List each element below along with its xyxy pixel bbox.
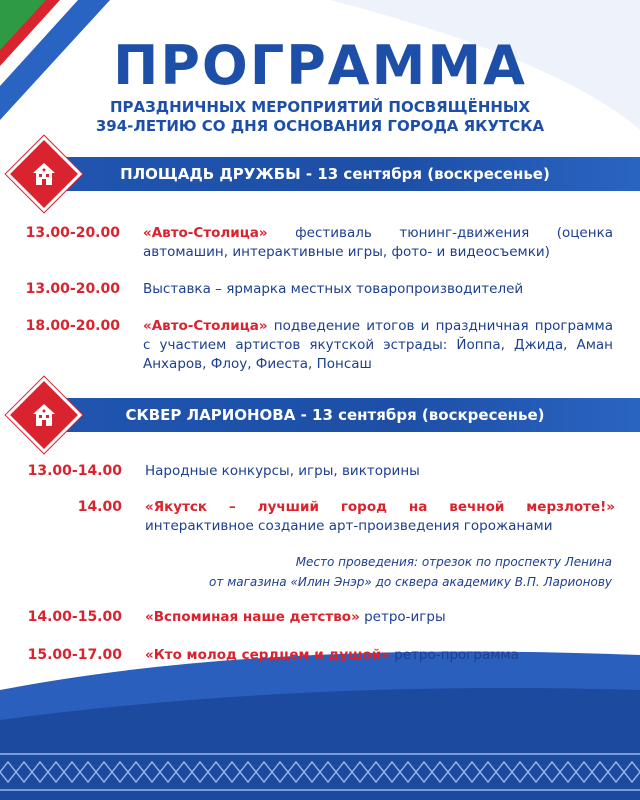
event-time: 14.00-15.00 bbox=[27, 609, 122, 625]
house-icon bbox=[29, 159, 59, 189]
event-time: 13.00-20.00 bbox=[25, 225, 120, 241]
section-title-2: СКВЕР ЛАРИОНОВА - 13 сентября (воскресенье) bbox=[125, 406, 545, 424]
event-text: подведение итогов и праздничная программа с участием артистов якутской эстрады: Йоппа, Джида, Аман Анхаров, Флоу, Фиеста, Понсаш bbox=[143, 318, 613, 372]
event-time: 13.00-14.00 bbox=[27, 463, 122, 479]
event-time: 14.00 bbox=[77, 499, 122, 515]
event-highlight: «Авто-Столица» bbox=[143, 318, 268, 334]
page-subtitle bbox=[0, 98, 640, 136]
section-banner-1 bbox=[30, 157, 640, 191]
section-title-1: ПЛОЩАДЬ ДРУЖБЫ - 13 сентября (воскресенье) bbox=[120, 165, 550, 183]
event-highlight: «Кто молод сердцем и душой» bbox=[145, 647, 390, 663]
event-text: ретро-программа bbox=[389, 647, 519, 663]
event-time: 13.00-20.00 bbox=[25, 281, 120, 297]
event-description bbox=[143, 224, 613, 262]
section-banner-2 bbox=[30, 398, 640, 432]
event-description bbox=[143, 317, 613, 374]
event-description bbox=[145, 462, 615, 481]
event-description bbox=[143, 280, 613, 299]
event-text: Выставка – ярмарка местных товаропроизводителей bbox=[143, 281, 524, 297]
page-title: ПРОГРАММА bbox=[113, 34, 527, 97]
event-time: 18.00-20.00 bbox=[25, 318, 120, 334]
event-description bbox=[145, 646, 615, 665]
event-highlight: «Вспоминая наше детство» bbox=[145, 609, 360, 625]
event-highlight: «Якутск – лучший город на вечной мерзлоте!» bbox=[145, 499, 615, 515]
event-description bbox=[145, 498, 615, 536]
venue-line-2: от магазина «Илин Энэр» до сквера академику В.П. Ларионову bbox=[209, 575, 612, 589]
house-icon bbox=[29, 400, 59, 430]
event-text: интерактивное создание арт-произведения горожанами bbox=[145, 518, 553, 534]
event-text: фестиваль тюнинг-движения (оценка автомашин, интерактивные игры, фото- и видеосъемки) bbox=[143, 225, 613, 260]
subtitle-line-2: 394-ЛЕТИЮ СО ДНЯ ОСНОВАНИЯ ГОРОДА ЯКУТСКА bbox=[95, 117, 545, 135]
event-description bbox=[145, 608, 615, 627]
subtitle-line-1: ПРАЗДНИЧНЫХ МЕРОПРИЯТИЙ ПОСВЯЩЁННЫХ bbox=[109, 98, 531, 116]
event-text: ретро-игры bbox=[359, 609, 446, 625]
event-time: 15.00-17.00 bbox=[27, 647, 122, 663]
event-highlight: «Авто-Столица» bbox=[143, 225, 268, 241]
event-text: Народные конкурсы, игры, викторины bbox=[145, 463, 420, 479]
venue-note bbox=[52, 552, 612, 592]
venue-line-1: Место проведения: отрезок по проспекту Ленина bbox=[295, 555, 612, 569]
